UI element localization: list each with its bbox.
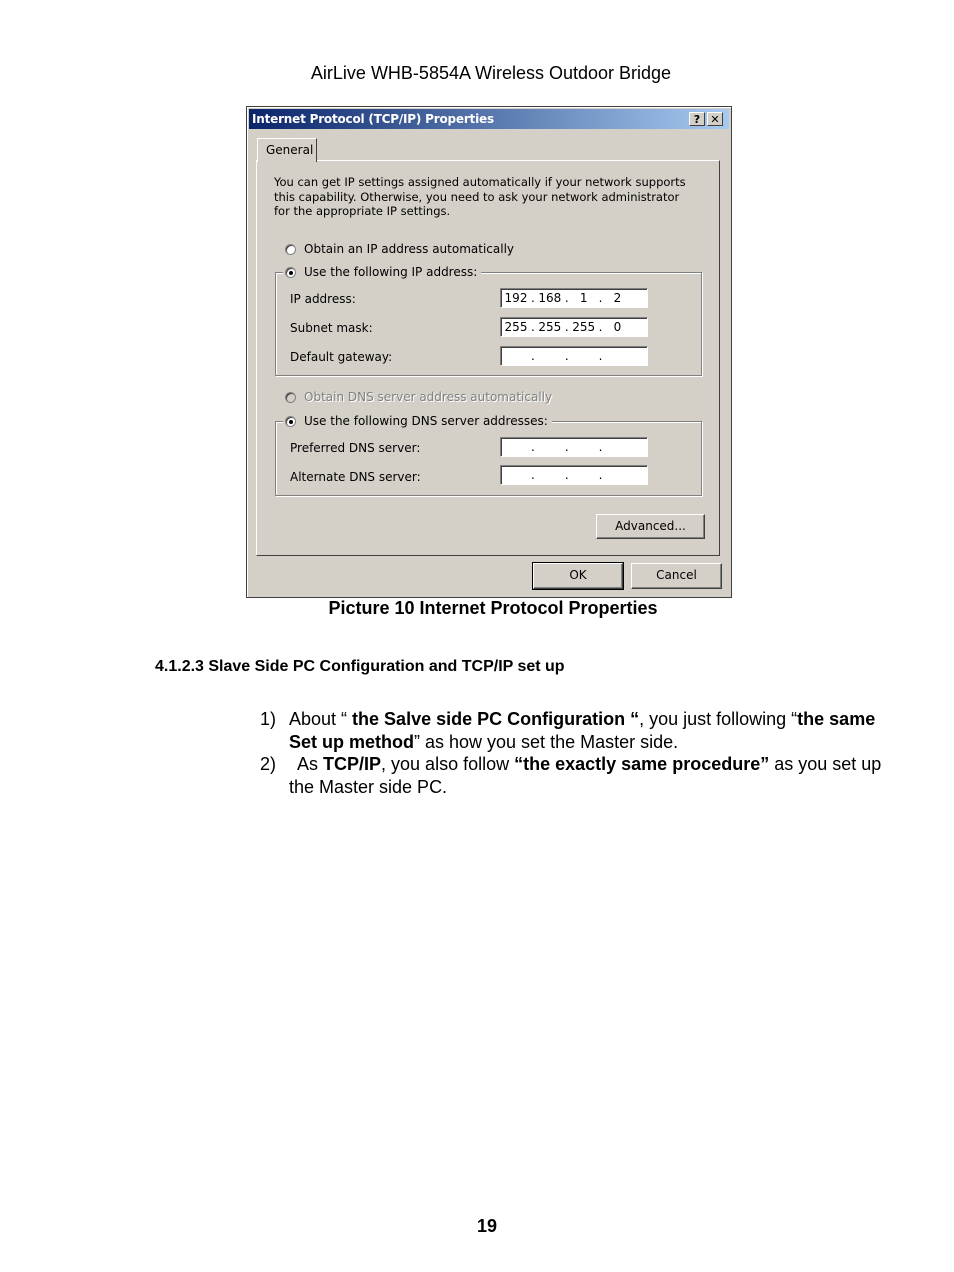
use-following-dns-label: Use the following DNS server addresses: (304, 414, 548, 428)
pdns-octet-4 (602, 438, 632, 456)
ip-octet-1: 192 (504, 291, 528, 305)
list-item (260, 708, 900, 753)
ip-octet-4: 2 (613, 291, 622, 305)
use-following-dns-radio[interactable] (285, 416, 296, 427)
help-button[interactable]: ? (689, 112, 705, 126)
ip-address-field[interactable]: 192 . 168 . 1 . 2 (500, 288, 648, 308)
close-button[interactable]: ✕ (707, 112, 723, 126)
ip-octet-3: 1 (579, 291, 588, 305)
pdns-octet-1 (501, 438, 531, 456)
use-following-ip-radio[interactable] (285, 267, 296, 278)
cancel-button[interactable]: Cancel (631, 563, 722, 589)
ok-button[interactable]: OK (533, 563, 623, 589)
gateway-octet-1 (501, 347, 531, 365)
instruction-list (260, 708, 900, 798)
obtain-dns-auto-option[interactable] (285, 390, 552, 404)
obtain-ip-auto-label: Obtain an IP address automatically (304, 242, 515, 256)
gateway-octet-3 (569, 347, 599, 365)
subnet-octet-4: 0 (613, 320, 622, 334)
obtain-ip-auto-radio[interactable] (285, 244, 296, 255)
list-text: , you also follow (381, 754, 515, 774)
tab-general[interactable]: General (257, 138, 317, 162)
obtain-dns-auto-label: Obtain DNS server address automatically (304, 390, 553, 404)
subnet-octet-3: 255 (572, 320, 596, 334)
adns-octet-2 (535, 466, 565, 484)
gateway-octet-4 (602, 347, 632, 365)
subnet-mask-field[interactable]: 255 . 255 . 255 . 0 (500, 317, 648, 337)
ip-address-label: IP address: (290, 292, 356, 306)
advanced-button[interactable]: Advanced... (596, 514, 705, 539)
dialog-titlebar[interactable] (249, 109, 729, 129)
preferred-dns-label: Preferred DNS server: (290, 441, 421, 455)
list-item (260, 753, 900, 798)
adns-octet-1 (501, 466, 531, 484)
list-number: 2) (260, 754, 277, 774)
list-bold-text: TCP/IP (323, 754, 382, 774)
list-text: as you set up the Master side PC. (289, 754, 882, 797)
preferred-dns-field[interactable]: . . . (500, 437, 648, 457)
default-gateway-label: Default gateway: (290, 350, 393, 364)
adns-octet-4 (602, 466, 632, 484)
list-bold-text: the Salve side PC Configuration “ (352, 709, 640, 729)
pdns-octet-3 (569, 438, 599, 456)
tcpip-properties-dialog (246, 106, 732, 598)
use-following-ip-option[interactable] (283, 265, 481, 279)
list-text: About “ (289, 709, 353, 729)
alternate-dns-label: Alternate DNS server: (290, 470, 421, 484)
dialog-title: Internet Protocol (TCP/IP) Properties (252, 112, 494, 126)
page-number: 19 (476, 1216, 498, 1236)
subnet-octet-1: 255 (504, 320, 528, 334)
subnet-octet-2: 255 (538, 320, 562, 334)
figure-caption: Picture 10 Internet Protocol Properties (328, 598, 658, 618)
list-text: As (297, 754, 324, 774)
list-number: 1) (260, 709, 277, 729)
alternate-dns-field[interactable]: . . . (500, 465, 648, 485)
section-heading: 4.1.2.3 Slave Side PC Configuration and TCP/IP set up (155, 658, 565, 675)
list-text: ” as how you set the Master side. (414, 731, 679, 752)
use-following-ip-label: Use the following IP address: (304, 265, 478, 279)
obtain-ip-auto-option[interactable] (285, 242, 514, 256)
ip-octet-2: 168 (538, 291, 562, 305)
list-bold-text: “the exactly same procedure” (514, 754, 770, 774)
obtain-dns-auto-radio[interactable] (285, 392, 296, 403)
gateway-octet-2 (535, 347, 565, 365)
use-following-dns-option[interactable] (283, 414, 552, 428)
list-text: , you just following “ (639, 709, 798, 729)
pdns-octet-2 (535, 438, 565, 456)
list-bold-text: the same Set up method (289, 709, 876, 752)
page-header: AirLive WHB-5854A Wireless Outdoor Bridge (310, 63, 672, 83)
adns-octet-3 (569, 466, 599, 484)
intro-text: You can get IP settings assigned automatically if your network supports this capability. Otherwise, you need to ask your network administrator for the appropriate IP settings. (274, 175, 686, 218)
subnet-mask-label: Subnet mask: (290, 321, 373, 335)
default-gateway-field[interactable]: . . . (500, 346, 648, 366)
